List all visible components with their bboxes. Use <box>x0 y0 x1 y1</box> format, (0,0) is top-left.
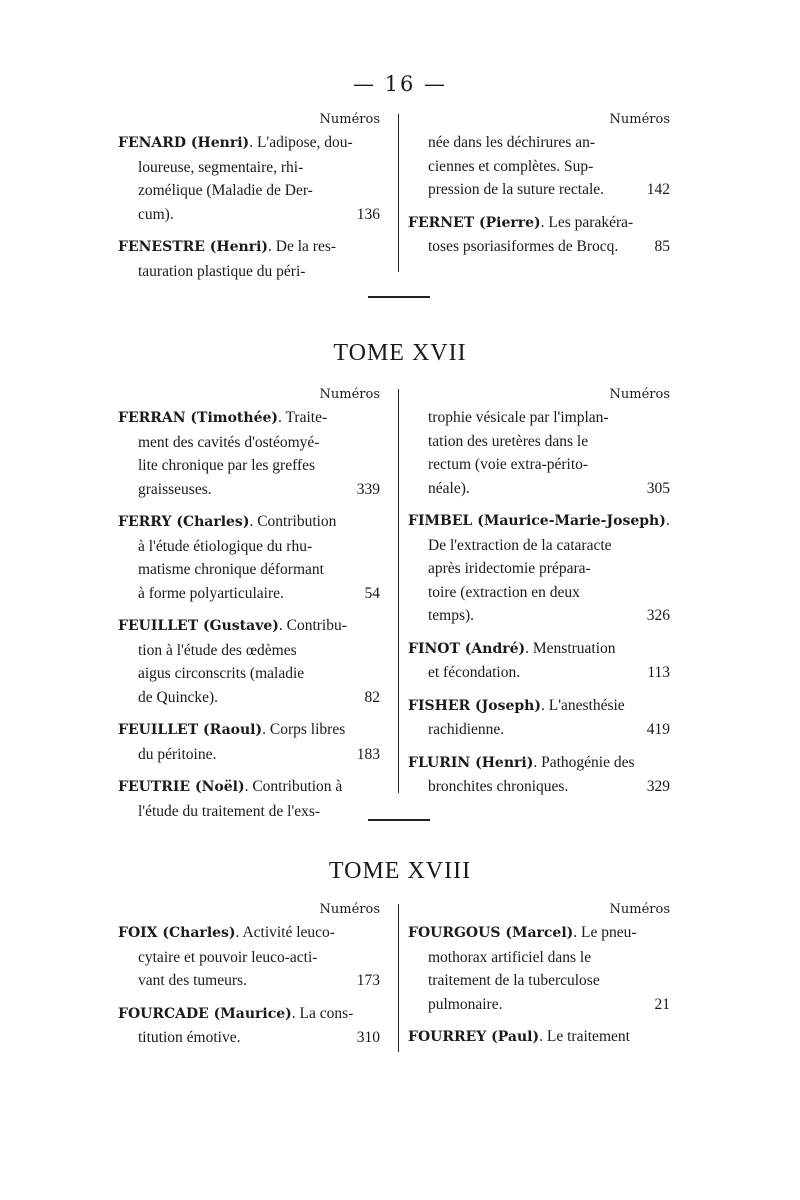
entry-line <box>408 534 670 558</box>
entry-text: FOIX (Charles). Activité leuco- <box>118 924 335 941</box>
entry-text: tauration plastique du péri- <box>138 262 306 280</box>
index-entry <box>408 921 670 1016</box>
right-column <box>408 387 670 808</box>
entry-line <box>118 686 380 710</box>
entry-number: 21 <box>654 995 670 1013</box>
entry-line <box>118 946 380 970</box>
index-entry <box>408 509 670 628</box>
entry-line <box>118 131 380 156</box>
entry-number: 142 <box>646 181 670 198</box>
entry-line <box>118 431 380 455</box>
index-entry <box>118 1002 380 1050</box>
entry-text: et fécondation. <box>428 664 521 681</box>
entry-line <box>408 178 670 202</box>
entry-line <box>118 614 380 639</box>
entry-line <box>408 1025 670 1050</box>
entry-text: cytaire et pouvoir leuco-acti- <box>138 948 318 966</box>
entry-text: zomélique (Maladie de Der- <box>138 182 313 199</box>
author-name: FERRAN (Timothée) <box>118 410 279 426</box>
entry-number: 310 <box>356 1029 380 1046</box>
entry-text: rachidienne. <box>428 721 505 738</box>
entry-line <box>408 509 670 534</box>
entry-text: traitement de la tuberculose <box>428 972 600 989</box>
entry-line <box>118 558 380 582</box>
entry-number: 305 <box>646 479 670 497</box>
numeros-header: Numéros <box>319 112 380 127</box>
entry-text: rectum (voie extra-périto- <box>428 456 589 473</box>
entry-line <box>408 637 670 662</box>
index-entry <box>118 131 380 226</box>
entry-line <box>408 604 670 628</box>
entry-text: pression de la suture rectale. <box>428 181 605 198</box>
right-column <box>408 112 670 268</box>
author-name: FERRY (Charles) <box>118 514 250 530</box>
entry-line <box>408 430 670 454</box>
author-name: FINOT (André) <box>408 640 526 657</box>
entry-line <box>118 718 380 743</box>
entry-text: FINOT (André). Menstruation <box>408 639 616 657</box>
entry-line <box>408 453 670 477</box>
author-name: FIMBEL (Maurice-Marie-Joseph) <box>408 513 666 529</box>
entry-text: du péritoine. <box>138 745 217 763</box>
entry-text: FEUTRIE (Noël). Contribution à <box>118 778 343 795</box>
entry-line <box>118 743 380 767</box>
numeros-header: Numéros <box>319 387 380 402</box>
entry-text: aigus circonscrits (maladie <box>138 665 305 682</box>
entry-line <box>118 662 380 686</box>
tome-xviii-title: TOME XVIII <box>328 858 472 884</box>
entry-line <box>408 581 670 605</box>
entry-line <box>118 535 380 559</box>
entry-text: ment des cavités d'ostéomyé- <box>138 433 320 451</box>
index-entry <box>408 406 670 500</box>
entry-line <box>408 751 670 776</box>
entry-line <box>118 775 380 800</box>
author-name: FENARD (Henri) <box>118 135 250 151</box>
entry-text: FERRY (Charles). Contribution <box>118 513 337 530</box>
entry-line <box>408 477 670 501</box>
author-name: FEUILLET (Raoul) <box>118 722 263 738</box>
entry-line <box>118 1026 380 1050</box>
entry-line <box>118 179 380 203</box>
entry-line <box>408 969 670 993</box>
entry-text: graisseuses. <box>138 480 212 498</box>
entry-text: lite chronique par les greffes <box>138 457 316 474</box>
entry-line <box>118 1002 380 1027</box>
author-name: FEUTRIE (Noël) <box>118 779 245 795</box>
entry-line <box>408 211 670 236</box>
entry-text: FENESTRE (Henri). De la res- <box>118 238 337 255</box>
author-name: FLURIN (Henri) <box>408 754 534 771</box>
entry-line <box>408 775 670 799</box>
entry-text: née dans les déchirures an- <box>428 134 595 151</box>
index-entry <box>118 406 380 501</box>
entry-text: temps). <box>428 607 475 624</box>
entry-line <box>408 661 670 685</box>
entry-text: toire (extraction en deux <box>428 583 580 601</box>
page-number: — 16 — <box>352 72 448 96</box>
entry-text: FLURIN (Henri). Pathogénie des <box>408 753 635 771</box>
entry-text: tation des uretères dans le <box>428 432 589 450</box>
entry-number: 113 <box>647 664 670 681</box>
entry-line <box>118 156 380 180</box>
numeros-header: Numéros <box>609 112 670 127</box>
section-rule <box>368 819 430 821</box>
entry-text: après iridectomie prépara- <box>428 560 591 577</box>
left-column <box>118 902 380 1059</box>
entry-text: trophie vésicale par l'implan- <box>428 409 609 426</box>
index-entry <box>408 694 670 742</box>
entry-number: 326 <box>646 607 670 624</box>
entry-text: FERNET (Pierre). Les parakéra- <box>408 213 634 231</box>
right-column <box>408 902 670 1059</box>
entry-text: FOURREY (Paul). Le traitement <box>408 1028 630 1045</box>
entry-text: cum). <box>138 205 174 223</box>
entry-number: 54 <box>364 584 380 602</box>
section-2-columns <box>118 902 680 1052</box>
section-0-columns <box>118 112 680 280</box>
entry-number: 183 <box>356 745 380 763</box>
entry-text: toses psoriasiformes de Brocq. <box>428 238 619 255</box>
tome-xvii-title: TOME XVII <box>333 340 467 366</box>
entry-text: pulmonaire. <box>428 995 503 1013</box>
entry-line <box>118 639 380 663</box>
entry-number: 329 <box>646 778 670 795</box>
entry-text: néale). <box>428 479 470 497</box>
entry-text: l'étude du traitement de l'exs- <box>138 802 321 820</box>
numeros-header: Numéros <box>319 902 380 917</box>
entry-line <box>118 921 380 946</box>
entry-text: de Quincke). <box>138 688 219 706</box>
entry-text: mothorax artificiel dans le <box>428 948 592 966</box>
entry-line <box>118 582 380 606</box>
entry-line <box>408 131 670 155</box>
entry-line <box>118 969 380 993</box>
numeros-header: Numéros <box>609 387 670 402</box>
section-1-columns <box>118 387 680 820</box>
entry-text: De l'extraction de la cataracte <box>428 536 612 554</box>
section-rule <box>368 296 430 298</box>
entry-number: 136 <box>356 205 380 223</box>
entry-text: à forme polyarticulaire. <box>138 584 284 602</box>
entry-text: à l'étude étiologique du rhu- <box>138 537 313 555</box>
entry-line <box>408 946 670 970</box>
column-divider <box>398 904 399 1052</box>
entry-line <box>408 155 670 179</box>
left-column <box>118 112 380 292</box>
index-entry <box>118 614 380 709</box>
index-entry <box>118 235 380 283</box>
entry-line <box>408 694 670 719</box>
index-entry <box>118 775 380 823</box>
entry-text: loureuse, segmentaire, rhi- <box>138 158 304 176</box>
entry-line <box>118 510 380 535</box>
entry-line <box>118 235 380 260</box>
index-entry <box>118 718 380 766</box>
author-name: FENESTRE (Henri) <box>118 239 269 255</box>
entry-text: FISHER (Joseph). L'anesthésie <box>408 696 625 714</box>
entry-line <box>408 718 670 742</box>
entry-text: titution émotive. <box>138 1029 241 1046</box>
author-name: FISHER (Joseph) <box>408 697 541 714</box>
index-entry <box>408 1025 670 1050</box>
entry-line <box>408 921 670 946</box>
entry-text: FERRAN (Timothée). Traite- <box>118 409 328 426</box>
index-entry <box>408 637 670 685</box>
entry-text: vant des tumeurs. <box>138 972 247 989</box>
index-entry <box>118 921 380 993</box>
entry-line <box>408 557 670 581</box>
entry-line <box>118 454 380 478</box>
index-entry <box>408 131 670 202</box>
author-name: FEUILLET (Gustave) <box>118 618 279 634</box>
index-entry <box>408 211 670 259</box>
entry-line <box>408 993 670 1017</box>
author-name: FOIX (Charles) <box>118 925 236 941</box>
entry-number: 85 <box>654 238 670 255</box>
entry-line <box>118 800 380 824</box>
entry-text: FENARD (Henri). L'adipose, dou- <box>118 134 353 151</box>
entry-number: 339 <box>356 480 380 498</box>
entry-line <box>408 235 670 259</box>
index-entry <box>118 510 380 605</box>
entry-number: 82 <box>364 688 380 706</box>
entry-text: FEUILLET (Raoul). Corps libres <box>118 721 346 738</box>
author-name: FERNET (Pierre) <box>408 214 541 231</box>
column-divider <box>398 114 399 272</box>
entry-text: ciennes et complètes. Sup- <box>428 157 594 175</box>
entry-line <box>118 478 380 502</box>
entry-line <box>118 203 380 227</box>
author-name: FOURCADE (Maurice) <box>118 1005 292 1022</box>
author-name: FOURREY (Paul) <box>408 1029 540 1045</box>
entry-text: matisme chronique déformant <box>138 561 324 578</box>
entry-text: tion à l'étude des œdèmes <box>138 641 297 659</box>
entry-text: FOURCADE (Maurice). La cons- <box>118 1004 354 1022</box>
index-entry <box>408 751 670 799</box>
entry-line <box>118 406 380 431</box>
entry-line <box>408 406 670 430</box>
entry-text: FIMBEL (Maurice-Marie-Joseph). <box>408 512 670 529</box>
entry-text: FEUILLET (Gustave). Contribu- <box>118 617 347 634</box>
entry-number: 173 <box>356 972 380 989</box>
entry-line <box>118 260 380 284</box>
left-column <box>118 387 380 832</box>
author-name: FOURGOUS (Marcel) <box>408 925 574 941</box>
numeros-header: Numéros <box>609 902 670 917</box>
entry-text: FOURGOUS (Marcel). Le pneu- <box>408 924 637 941</box>
column-divider <box>398 389 399 793</box>
entry-number: 419 <box>646 721 670 738</box>
entry-text: bronchites chroniques. <box>428 778 569 795</box>
